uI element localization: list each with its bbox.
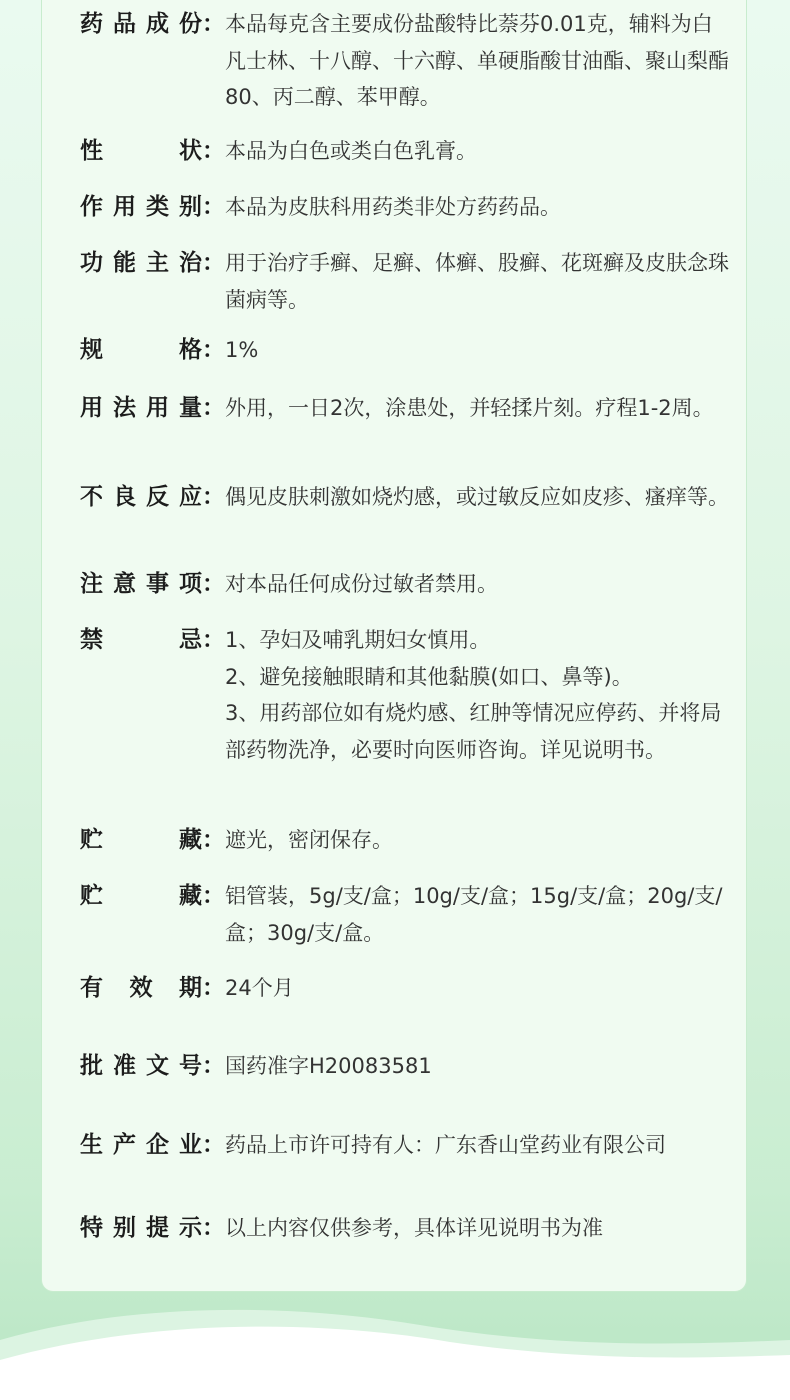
row-label: 规 格： <box>80 337 225 363</box>
row-value: 药品上市许可持有人：广东香山堂药业有限公司 <box>225 1133 666 1157</box>
row-value: 24个月 <box>225 976 294 1000</box>
row-label: 生 产 企 业： <box>80 1132 225 1158</box>
row-label: 特 别 提 示： <box>80 1215 225 1241</box>
row-label: 性 状： <box>80 138 225 164</box>
row-label: 贮 藏： <box>80 827 225 853</box>
bottom-wave-decoration <box>0 1300 790 1400</box>
row-value: 遮光，密闭保存。 <box>225 828 393 852</box>
row-value: 偶见皮肤刺激如烧灼感，或过敏反应如皮疹、瘙痒等。 <box>225 485 729 509</box>
row-label: 用 法 用 量： <box>80 395 225 421</box>
row-label: 作 用 类 别： <box>80 194 225 220</box>
row-label: 药 品 成 份： <box>80 11 225 37</box>
row-value: 用于治疗手癣、足癣、体癣、股癣、花斑癣及皮肤念珠菌病等。 <box>225 251 729 312</box>
row-value: 外用，一日2次，涂患处，并轻揉片刻。疗程1-2周。 <box>225 396 714 420</box>
row-label: 注 意 事 项： <box>80 571 225 597</box>
row-label: 禁 忌： <box>80 627 225 653</box>
row-value: 铝管装，5g/支/盒；10g/支/盒；15g/支/盒；20g/支/盒；30g/支/盒。 <box>225 884 723 945</box>
row-label: 批 准 文 号： <box>80 1053 225 1079</box>
row-value: 1% <box>225 338 259 362</box>
row-value: 本品为皮肤科用药类非处方药药品。 <box>225 195 561 219</box>
row-label: 功 能 主 治： <box>80 250 225 276</box>
row-value: 以上内容仅供参考，具体详见说明书为准 <box>225 1216 603 1240</box>
row-value: 国药准字H20083581 <box>225 1054 432 1078</box>
row-label: 贮 藏： <box>80 883 225 909</box>
row-value: 本品为白色或类白色乳膏。 <box>225 139 477 163</box>
row-label: 不 良 反 应： <box>80 484 225 510</box>
row-value: 1、孕妇及哺乳期妇女慎用。 2、避免接触眼睛和其他黏膜(如口、鼻等)。 3、用药部位如有烧灼感、红肿等情况应停药、并将局部药物洗净，必要时向医师咨询。详见说明书。 <box>225 628 722 762</box>
row-value: 本品每克含主要成份盐酸特比萘芬0.01克，辅料为白凡士林、十八醇、十六醇、单硬脂酸甘油酯、聚山梨酯80、丙二醇、苯甲醇。 <box>225 12 729 109</box>
row-value: 对本品任何成份过敏者禁用。 <box>225 572 498 596</box>
row-label: 有 效 期： <box>80 975 225 1001</box>
